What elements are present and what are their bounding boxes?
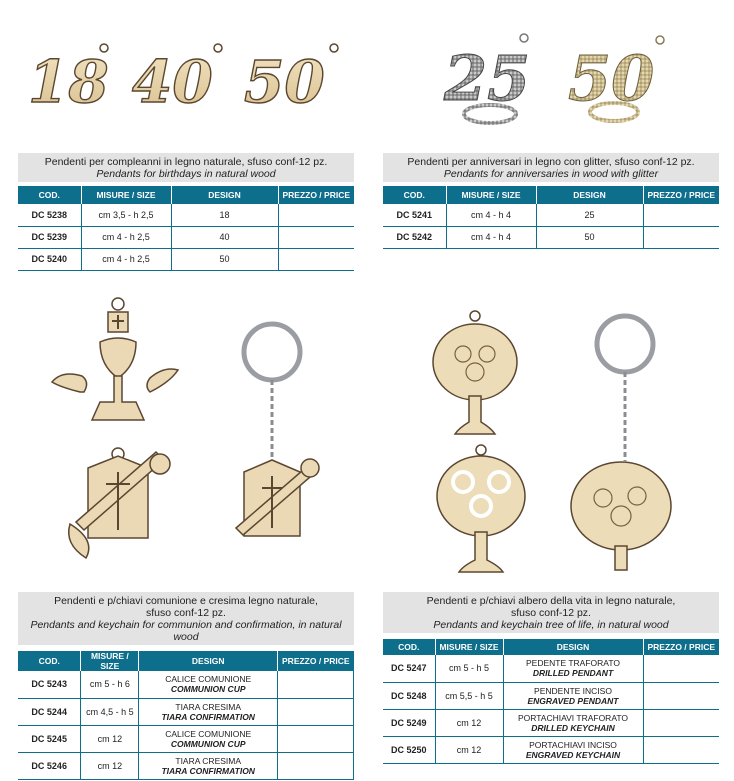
cell-code: DC 5242	[383, 226, 446, 248]
col-header-code: COD.	[18, 651, 81, 671]
cell-code: DC 5243	[18, 671, 81, 698]
caption-english: Pendants and keychain tree of life, in natural wood	[433, 619, 669, 631]
cell-design	[503, 655, 643, 682]
anniversary-section	[383, 153, 719, 249]
col-header-size: MISURE / SIZE	[81, 651, 139, 671]
cell-design	[139, 698, 278, 725]
cell-price	[643, 736, 719, 763]
col-header-price: PREZZO / PRICE	[643, 186, 719, 204]
design-english: ENGRAVED KEYCHAIN	[525, 749, 621, 760]
cell-code: DC 5239	[18, 226, 81, 248]
design-english: ENGRAVED PENDANT	[527, 695, 619, 706]
cell-code: DC 5238	[18, 204, 81, 226]
price-table	[383, 639, 719, 764]
birthday-section	[18, 153, 354, 271]
caption	[383, 153, 719, 182]
caption	[18, 153, 354, 182]
cell-price	[643, 204, 719, 226]
design-italian: PENDENTE INCISO	[534, 685, 612, 696]
col-header-size: MISURE / SIZE	[435, 639, 503, 655]
cell-size: cm 12	[435, 736, 503, 763]
tree-of-life-section	[383, 592, 719, 764]
cell-price	[278, 248, 354, 270]
cell-design: 50	[171, 248, 278, 270]
cell-size: cm 5 - h 6	[81, 671, 139, 698]
cell-code: DC 5241	[383, 204, 446, 226]
design-english: DRILLED PENDANT	[532, 668, 614, 679]
pendant-50-glitter: 50	[568, 42, 655, 115]
table-row	[18, 671, 354, 698]
price-table	[18, 186, 354, 271]
caption-italian: Pendenti per anniversari in legno con glitter, sfuso conf-12 pz.	[407, 156, 695, 168]
table-row	[383, 709, 719, 736]
cell-code: DC 5250	[383, 736, 435, 763]
table-row	[18, 752, 354, 779]
caption-italian-2: sfuso conf-12 pz.	[511, 607, 591, 619]
col-header-design: DESIGN	[139, 651, 278, 671]
table-row	[383, 204, 719, 226]
table-row	[18, 725, 354, 752]
cell-design: 18	[171, 204, 278, 226]
cell-price	[278, 698, 354, 725]
caption-english: Pendants for birthdays in natural wood	[96, 168, 276, 180]
table-row	[18, 204, 354, 226]
cell-size: cm 5,5 - h 5	[435, 682, 503, 709]
design-italian: PORTACHIAVI INCISO	[529, 739, 617, 750]
cell-design	[139, 671, 278, 698]
caption-italian: Pendenti e p/chiavi albero della vita in legno naturale,	[426, 595, 676, 607]
caption	[18, 592, 354, 645]
table-row	[383, 655, 719, 682]
pendant-50: 50	[244, 48, 325, 116]
cell-price	[278, 226, 354, 248]
design-italian: TIARA CRESIMA	[175, 755, 242, 766]
cell-size: cm 12	[81, 752, 139, 779]
cell-size: cm 4 - h 2,5	[81, 226, 171, 248]
caption-italian: Pendenti per compleanni in legno naturale, sfuso conf-12 pz.	[44, 156, 328, 168]
caption	[383, 592, 719, 633]
anniversary-pendants-image	[438, 28, 678, 128]
col-header-design: DESIGN	[536, 186, 643, 204]
design-english: TIARA CONFIRMATION	[161, 711, 255, 722]
design-italian: TIARA CRESIMA	[175, 701, 242, 712]
table-row	[383, 226, 719, 248]
col-header-code: COD.	[383, 639, 435, 655]
design-english: DRILLED KEYCHAIN	[531, 722, 615, 733]
cell-code: DC 5244	[18, 698, 81, 725]
col-header-design: DESIGN	[171, 186, 278, 204]
cell-size: cm 4 - h 4	[446, 226, 536, 248]
cell-design	[503, 709, 643, 736]
cell-design	[503, 682, 643, 709]
cell-price	[643, 226, 719, 248]
communion-items-image	[40, 292, 330, 582]
cell-code: DC 5248	[383, 682, 435, 709]
col-header-design: DESIGN	[503, 639, 643, 655]
cell-size: cm 3,5 - h 2,5	[81, 204, 171, 226]
design-english: COMMUNION CUP	[170, 738, 246, 749]
cell-code: DC 5247	[383, 655, 435, 682]
cell-design: 50	[536, 226, 643, 248]
cell-price	[643, 655, 719, 682]
design-italian: PEDENTE TRAFORATO	[526, 658, 620, 669]
cell-design	[503, 736, 643, 763]
birthday-pendants-image	[22, 30, 352, 120]
table-row	[383, 682, 719, 709]
col-header-code: COD.	[18, 186, 81, 204]
cell-size: cm 12	[435, 709, 503, 736]
cell-code: DC 5246	[18, 752, 81, 779]
price-table	[18, 651, 354, 780]
cell-size: cm 4 - h 4	[446, 204, 536, 226]
col-header-price: PREZZO / PRICE	[278, 186, 354, 204]
cell-design	[139, 725, 278, 752]
design-english: COMMUNION CUP	[170, 684, 246, 695]
cell-size: cm 12	[81, 725, 139, 752]
cell-code: DC 5249	[383, 709, 435, 736]
cell-design	[139, 752, 278, 779]
cell-size: cm 4,5 - h 5	[81, 698, 139, 725]
caption-english: Pendants for anniversaries in wood with glitter	[443, 168, 659, 180]
col-header-size: MISURE / SIZE	[446, 186, 536, 204]
cell-code: DC 5240	[18, 248, 81, 270]
pendant-18: 18	[28, 48, 109, 116]
table-row	[18, 226, 354, 248]
cell-price	[278, 204, 354, 226]
price-table	[383, 186, 719, 249]
tree-of-life-items-image	[425, 310, 695, 580]
pendant-40: 40	[132, 48, 213, 116]
caption-english: Pendants and keychain for communion and confirmation, in natural wood	[30, 619, 342, 643]
design-italian: CALICE COMUNIONE	[165, 674, 252, 685]
table-row	[18, 698, 354, 725]
cell-price	[278, 752, 354, 779]
col-header-price: PREZZO / PRICE	[278, 651, 354, 671]
col-header-size: MISURE / SIZE	[81, 186, 171, 204]
cell-size: cm 5 - h 5	[435, 655, 503, 682]
cell-price	[278, 725, 354, 752]
cell-price	[643, 709, 719, 736]
design-italian: CALICE COMUNIONE	[165, 728, 252, 739]
cell-price	[643, 682, 719, 709]
cell-code: DC 5245	[18, 725, 81, 752]
table-row	[18, 248, 354, 270]
cell-size: cm 4 - h 2,5	[81, 248, 171, 270]
cell-design: 40	[171, 226, 278, 248]
caption-italian-2: sfuso conf-12 pz.	[146, 607, 226, 619]
design-english: TIARA CONFIRMATION	[161, 765, 255, 776]
caption-italian: Pendenti e p/chiavi comunione e cresima legno naturale,	[54, 595, 318, 607]
pendant-25: 25	[444, 42, 531, 115]
cell-design: 25	[536, 204, 643, 226]
cell-price	[278, 671, 354, 698]
table-row	[383, 736, 719, 763]
communion-section	[18, 592, 354, 780]
col-header-price: PREZZO / PRICE	[643, 639, 719, 655]
design-italian: PORTACHIAVI TRAFORATO	[517, 712, 629, 723]
col-header-code: COD.	[383, 186, 446, 204]
